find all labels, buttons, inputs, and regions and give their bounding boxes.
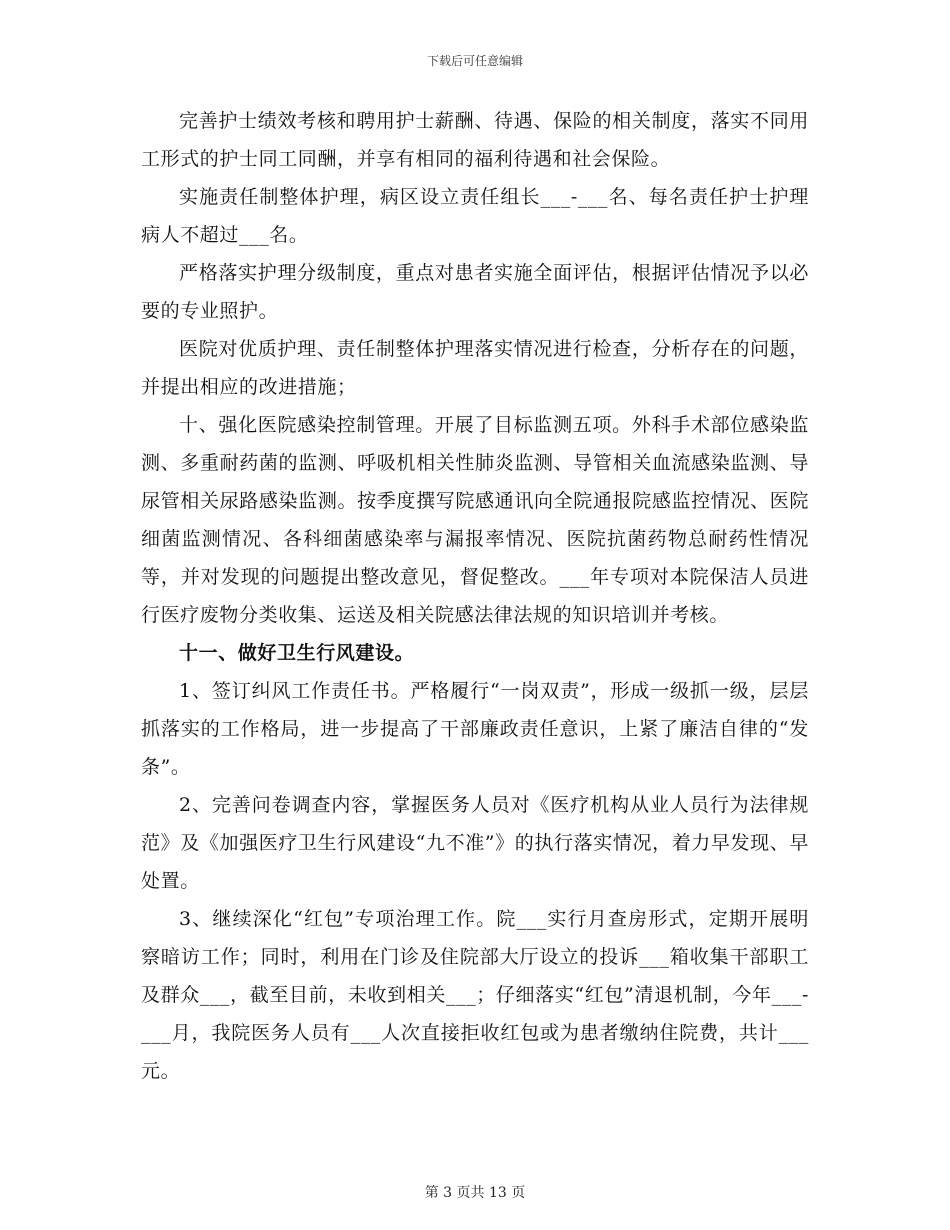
- paragraph-nurse-compensation: 完善护士绩效考核和聘用护士薪酬、待遇、保险的相关制度，落实不同用工形式的护士同工同酬，并享有相同的福利待遇和社会保险。: [141, 110, 809, 170]
- paragraph-nursing-grading: 严格落实护理分级制度，重点对患者实施全面评估，根据评估情况予以必要的专业照护。: [141, 262, 809, 322]
- page-footer: 第 3 页共 13 页: [424, 1185, 526, 1201]
- page-header: 下载后可任意编辑: [426, 54, 523, 68]
- paragraph-quality-inspection: 医院对优质护理、责任制整体护理落实情况进行检查，分析存在的问题，并提出相应的改进措施；: [141, 338, 809, 398]
- paragraph-item-2: 2、完善问卷调查内容，掌握医务人员对《医疗机构从业人员行为法律规范》及《加强医疗卫生行风建设“九不准”》的执行落实情况，着力早发现、早处置。: [141, 794, 809, 892]
- section-heading-conduct: 十一、做好卫生行风建设。: [179, 642, 415, 664]
- paragraph-infection-control: 十、强化医院感染控制管理。开展了目标监测五项。外科手术部位感染监测、多重耐药菌的监测、呼吸机相关性肺炎监测、导管相关血流感染监测、导尿管相关尿路感染监测。按季度撰写院感通讯向全院通报院感监控情况、医院细菌监测情况、各科细菌感染率与漏报率情况、医院抗菌药物总耐药性情况等，并对发现的问题提出整改意见，督促整改。___年专项对本院保洁人员进行医疗废物分类收集、运送及相关院感法律法规的知识培训并考核。: [141, 414, 809, 626]
- paragraph-item-3: 3、继续深化“红包”专项治理工作。院___实行月查房形式，定期开展明察暗访工作；同时，利用在门诊及住院部大厅设立的投诉___箱收集干部职工及群众___，截至目前，未收到相关___；仔细落实“红包”清退机制，今年___-___月，我院医务人员有___人次直接拒收红包或为患者缴纳住院费，共计___元。: [141, 908, 809, 1082]
- document-body: [141, 102, 809, 1090]
- paragraph-responsibility-nursing: 实施责任制整体护理，病区设立责任组长___-___名、每名责任护士护理病人不超过___名。: [141, 186, 809, 246]
- paragraph-item-1: 1、签订纠风工作责任书。严格履行“一岗双责”，形成一级抓一级，层层抓落实的工作格局，进一步提高了干部廉政责任意识，上紧了廉洁自律的“发条”。: [141, 680, 809, 778]
